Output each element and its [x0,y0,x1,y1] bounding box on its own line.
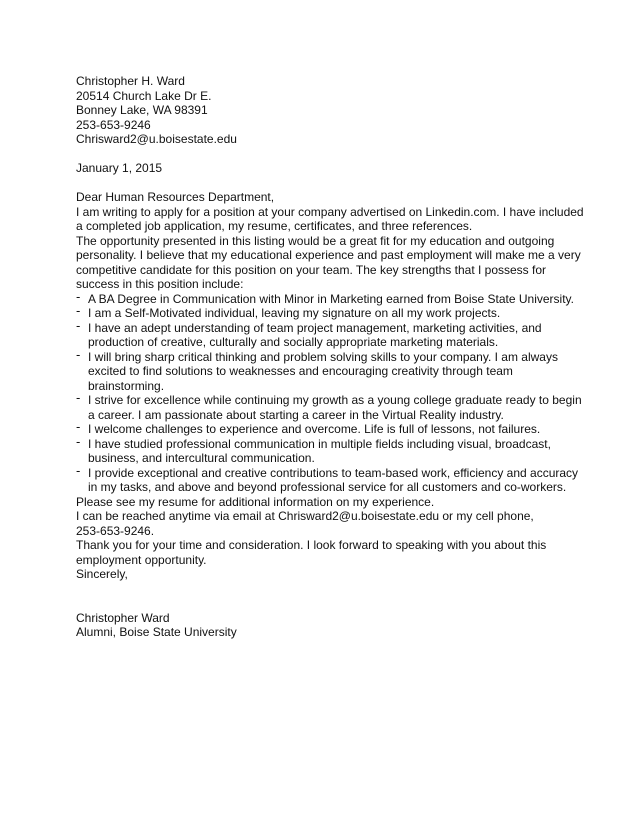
opportunity-line: personality. I believe that my educational experience and past employment will make me a very [76,248,581,262]
strength-line: I strive for excellence while continuing my growth as a young college graduate ready to begin [88,393,582,407]
bullet-dash: - [76,462,81,478]
letter-date-block [76,161,556,176]
thanks-line: employment opportunity. [76,552,207,567]
closing-paragraph [76,567,556,582]
intro-paragraph [76,204,584,234]
letter-date: January 1, 2015 [76,161,163,175]
sender-phone: 253-653-9246 [76,117,151,132]
opportunity-paragraph [76,233,581,292]
signature-block [76,611,556,640]
sender-address-block [76,74,556,147]
salutation-block [76,190,556,205]
strength-item [76,346,558,394]
contact-paragraph [76,509,556,538]
strength-line: I have an adept understanding of team project management, marketing activities, and [88,320,542,335]
strength-line: business, and intercultural communication. [88,451,315,465]
strength-item [76,288,574,307]
resume-note: Please see my resume for additional information on my experience. [76,494,435,509]
intro-line: I am writing to apply for a position at your company advertised on Linkedin.com. I have included [76,204,584,219]
thanks-paragraph [76,538,556,567]
strength-item [76,317,556,350]
bullet-dash: - [76,288,81,304]
contact-line: 253-653-9246. [76,523,155,538]
strength-item [76,303,556,321]
strength-item [76,462,579,495]
closing: Sincerely, [76,567,128,581]
sender-city: Bonney Lake, WA 98391 [76,103,208,117]
sender-street: 20514 Church Lake Dr E. [76,88,212,103]
bullet-dash: - [76,317,81,333]
opportunity-line: competitive candidate for this position on your team. The key strengths that I possess for [76,262,547,277]
intro-line: a completed job application, my resume, certificates, and three references. [76,219,473,233]
signature-name: Christopher Ward [76,610,170,625]
strength-line: I have studied professional communication in multiple fields including visual, broadcast, [88,436,551,451]
thanks-line: Thank you for your time and consideration. I look forward to speaking with you about this [76,538,547,552]
strength-line: A BA Degree in Communication with Minor in Marketing earned from Boise State University. [88,291,574,306]
strength-item [76,390,582,422]
strength-line: a career. I am passionate about starting a career in the Virtual Reality industry. [88,407,504,422]
sender-name: Christopher H. Ward [76,74,185,88]
strength-line: brainstorming. [88,378,165,393]
strength-line: in my tasks, and above and beyond professional service for all customers and co-workers. [88,480,567,494]
salutation: Dear Human Resources Department, [76,190,275,204]
strength-line: I will bring sharp critical thinking and problem solving skills to your company. I am always [88,349,558,364]
bullet-dash: - [76,390,81,405]
cover-letter [76,74,584,640]
strength-line: excited to find solutions to weaknesses and encouraging creativity through team [88,364,513,378]
bullet-dash: - [76,419,81,434]
strength-line: production of creative, culturally and socially appropriate marketing materials. [88,335,499,349]
bullet-dash: - [76,433,81,449]
strength-item [76,433,556,466]
strength-line: I provide exceptional and creative contributions to team-based work, efficiency and accuracy [88,465,579,480]
strength-line: I welcome challenges to experience and overcome. Life is full of lessons, not failures. [88,422,541,436]
bullet-dash: - [76,303,81,318]
strength-item [76,419,556,437]
opportunity-line: The opportunity presented in this listing would be a great fit for my education and outgoing [76,233,555,248]
bullet-dash: - [76,346,81,362]
opportunity-line: success in this position include: [76,277,244,291]
resume-note-paragraph [76,495,556,510]
strength-line: I am a Self-Motivated individual, leaving my signature on all my work projects. [88,306,501,320]
sender-email: Chrisward2@u.boisestate.edu [76,132,237,146]
signature-title: Alumni, Boise State University [76,625,237,639]
contact-line: I can be reached anytime via email at Chrisward2@u.boisestate.edu or my cell phone, [76,509,534,523]
strengths-list [76,288,582,495]
